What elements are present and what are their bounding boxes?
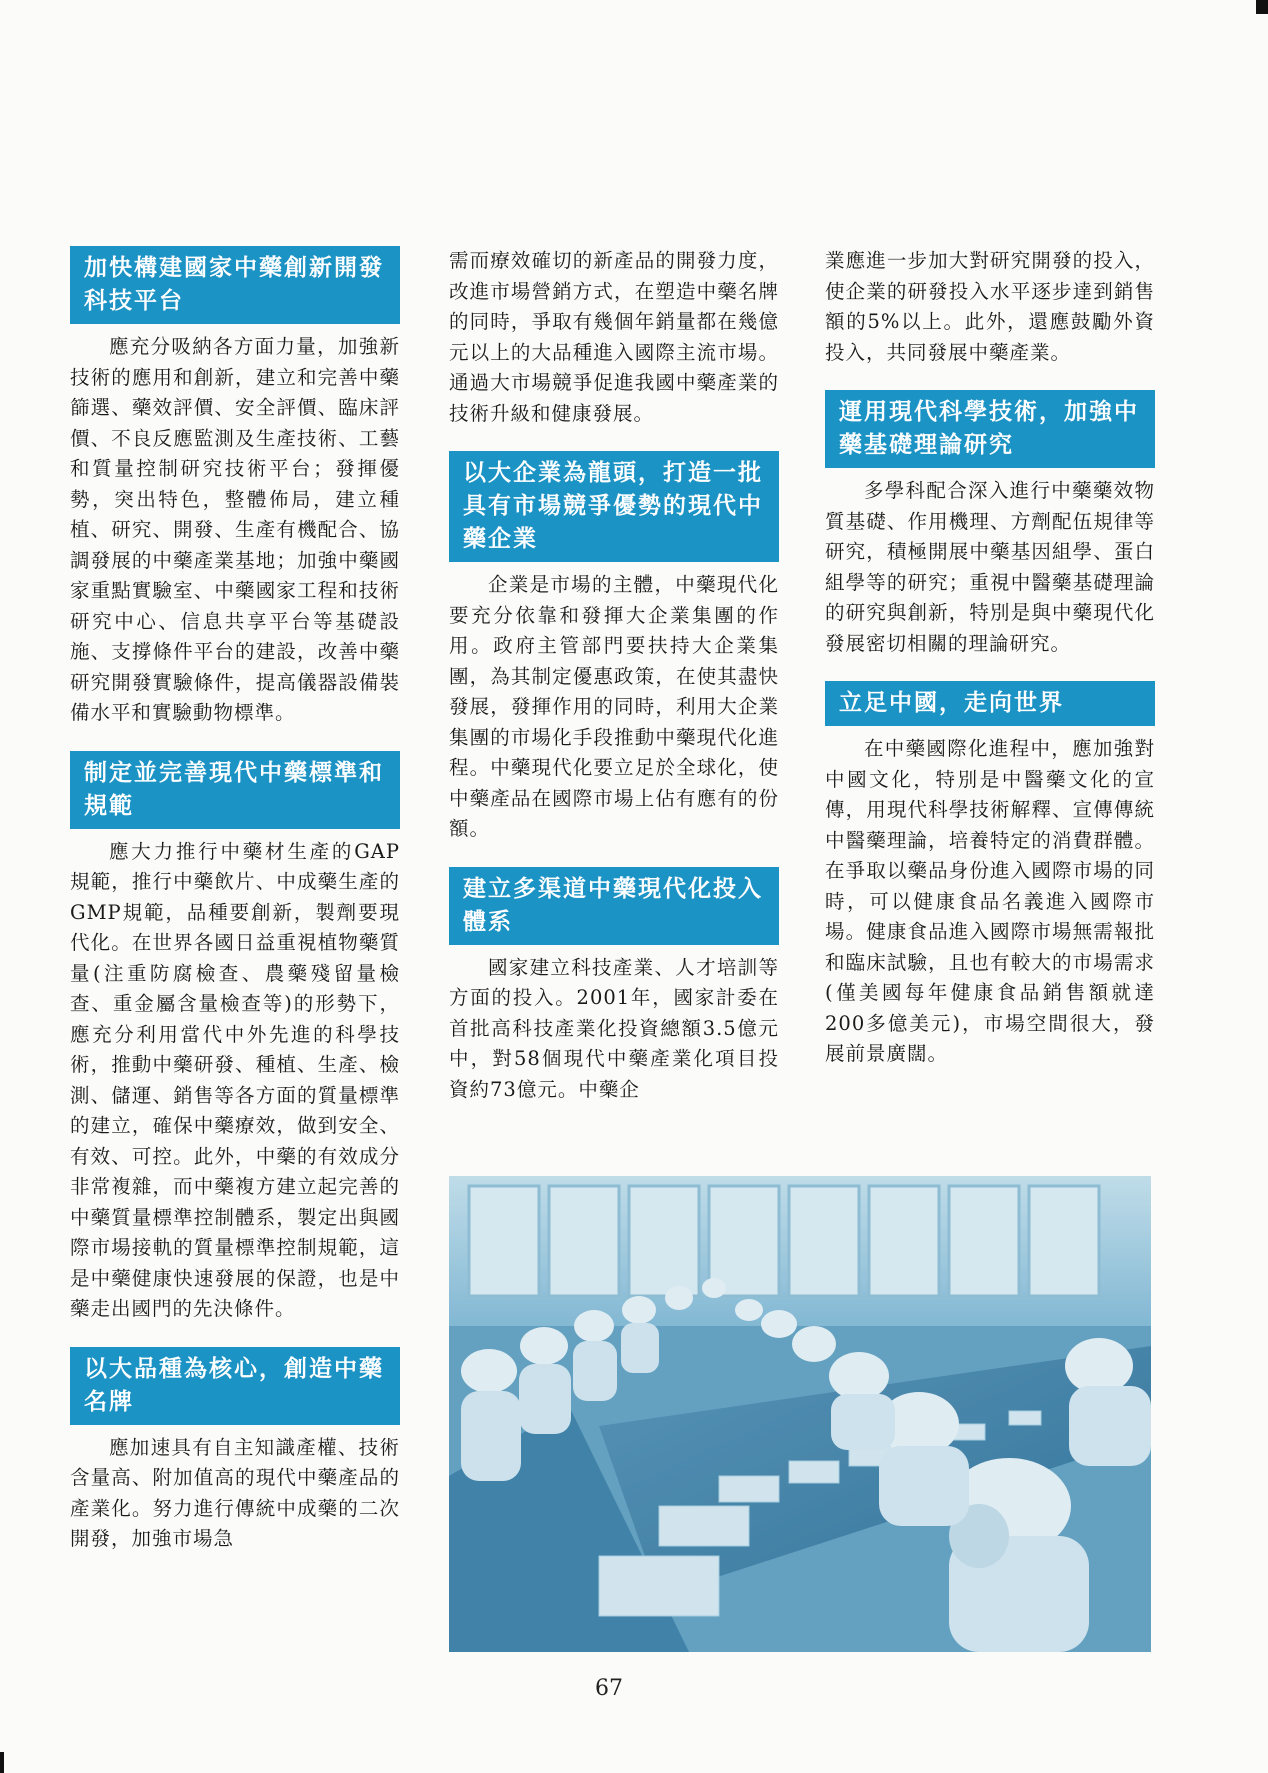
section-heading-basic-theory: 運用現代科學技術，加強中藥基礎理論研究 [825, 390, 1155, 468]
section-heading-go-global: 立足中國，走向世界 [825, 681, 1155, 726]
section-body-basic-theory: 多學科配合深入進行中藥藥效物質基礎、作用機理、方劑配伍規律等研究，積極開展中藥基因組學、蛋白組學等的研究；重視中醫藥基礎理論的研究與創新，特別是與中藥現代化發展密切相關的理論研究。 [825, 479, 1155, 655]
section-heading-standards: 制定並完善現代中藥標準和規範 [70, 751, 400, 829]
column-middle [449, 246, 779, 1127]
crop-mark-bottom-left [0, 1752, 4, 1773]
section-heading-investment: 建立多渠道中藥現代化投入體系 [449, 867, 779, 945]
factory-workers-photo [449, 1176, 1151, 1652]
page-number: 67 [595, 1676, 623, 1701]
column-left [70, 246, 400, 1577]
column-right [825, 246, 1155, 1092]
section-body-go-global: 在中藥國際化進程中，應加強對中國文化，特別是中醫藥文化的宣傳，用現代科學技術解釋、宣傳傳統中醫藥理論，培養特定的消費群體。在爭取以藥品身份進入國際市場的同時，可以健康食品名義進入國際市場。健康食品進入國際市場無需報批和臨床試驗，且也有較大的市場需求(僅美國每年健康食品銷售額就達200多億美元)，市場空間很大，發展前景廣闊。 [825, 737, 1155, 1065]
section-body-investment: 國家建立科技產業、人才培訓等方面的投入。2001年，國家計委在首批高科技產業化投資總額3.5億元中，對58個現代中藥產業化項目投資約73億元。中藥企 [449, 955, 779, 1101]
section-body-enterprises: 企業是市場的主體，中藥現代化要充分依靠和發揮大企業集團的作用。政府主管部門要扶持大企業集團，為其制定優惠政策，在使其盡快發展，發揮作用的同時，利用大企業集團的市場化手段推動中藥現代化進程。中藥現代化要立足於全球化，使中藥產品在國際市場上佔有應有的份額。 [449, 573, 779, 840]
section-body-brand: 應加速具有自主知識產權、技術含量高、附加值高的現代中藥產品的產業化。努力進行傳統中成藥的二次開發，加強市場急 [70, 1435, 400, 1550]
section-heading-enterprises: 以大企業為龍頭，打造一批具有市場競爭優勢的現代中藥企業 [449, 451, 779, 562]
section-body-brand-continued: 需而療效確切的新產品的開發力度，改進市場營銷方式，在塑造中藥名牌的同時，爭取有幾個年銷量都在幾億元以上的大品種進入國際主流市場。通過大市場競爭促進我國中藥產業的技術升級和健康發展。 [449, 249, 779, 425]
crop-mark-top-right [1256, 0, 1268, 14]
section-heading-innovation-platform: 加快構建國家中藥創新開發科技平台 [70, 246, 400, 324]
section-heading-brand: 以大品種為核心，創造中藥名牌 [70, 1347, 400, 1425]
section-body-investment-continued: 業應進一步加大對研究開發的投入，使企業的研發投入水平逐步達到銷售額的5%以上。此外，還應鼓勵外資投入，共同發展中藥產業。 [825, 249, 1155, 364]
factory-photo-illustration [449, 1176, 1151, 1652]
section-body-innovation-platform: 應充分吸納各方面力量，加強新技術的應用和創新，建立和完善中藥篩選、藥效評價、安全評價、臨床評價、不良反應監測及生產技術、工藝和質量控制研究技術平台；發揮優勢，突出特色，整體佈局，建立種植、研究、開發、生產有機配合、協調發展的中藥產業基地；加強中藥國家重點實驗室、中藥國家工程和技術研究中心、信息共享平台等基礎設施、支撐條件平台的建設，改善中藥研究開發實驗條件，提高儀器設備裝備水平和實驗動物標準。 [70, 335, 400, 724]
section-body-standards: 應大力推行中藥材生產的GAP規範，推行中藥飲片、中成藥生產的GMP規範，品種要創新，製劑要現代化。在世界各國日益重視植物藥質量(注重防腐檢查、農藥殘留量檢查、重金屬含量檢查等)的形勢下，應充分利用當代中外先進的科學技術，推動中藥研發、種植、生產、檢測、儲運、銷售等各方面的質量標準的建立，確保中藥療效，做到安全、有效、可控。此外，中藥的有效成分非常複雜，而中藥複方建立起完善的中藥質量標準控制體系，製定出與國際市場接軌的質量標準控制規範，這是中藥健康快速發展的保證，也是中藥走出國門的先決條件。 [70, 839, 400, 1320]
